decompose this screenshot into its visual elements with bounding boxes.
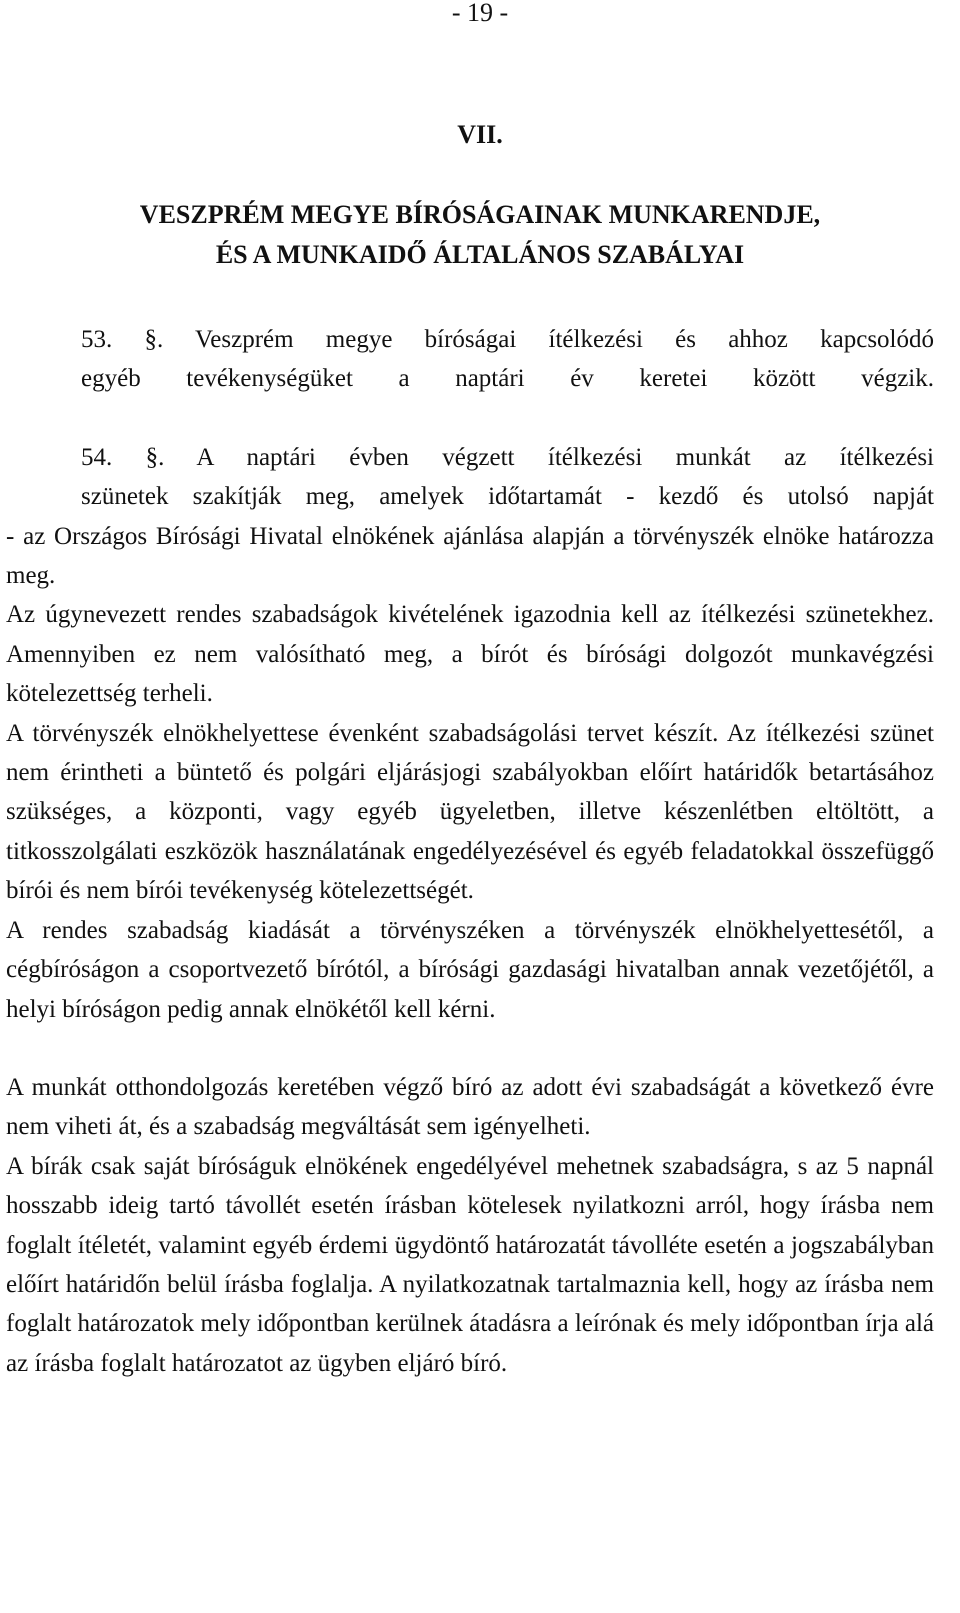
spacer: [6, 399, 934, 438]
chapter-title-line-2: ÉS A MUNKAIDŐ ÁLTALÁNOS SZABÁLYAI: [215, 240, 745, 269]
section-54-lead: 54. §. A naptári évben végzett ítélkezési munkát az ítélkezési: [81, 443, 934, 471]
spacer: [6, 1029, 934, 1068]
paragraph-3: A rendes szabadság kiadását a törvényszéken a törvényszék elnökhelyettesétől, a cégbíróságon a csoportvezető bírótól, a bírósági gazdasági hivatalban annak vezetőjétől, a helyi bíróságon pedig annak elnökétől kell kérni.: [6, 916, 934, 1023]
chapter-title: [0, 195, 960, 275]
document-body: [6, 320, 934, 1383]
section-54-lead-block: [6, 438, 934, 517]
section-53-lead: 53. §. Veszprém megye bíróságai ítélkezési és ahhoz kapcsolódó: [81, 326, 934, 353]
chapter-title-line-1: VESZPRÉM MEGYE BÍRÓSÁGAINAK MUNKARENDJE,: [139, 200, 821, 229]
paragraph-5: A bírák csak saját bíróságuk elnökének engedélyével mehetnek szabadságra, s az 5 napnál hosszabb ideig tartó távollét esetén írásban kötelesek nyilatkozni arról, hogy írásba nem foglalt ítéletét, valamint egyéb érdemi ügydöntő határozatát távolléte esetén a jogszabályban előírt határidőn belül írásba foglalja. A nyilatkozatnak tartalmaznia kell, hogy az írásba nem foglalt határozatok mely időpontban kerülnek átadásra a leírónak és mely időpontban írja alá az írásba foglalt határozatot az ügyben eljáró bíró.: [6, 1152, 934, 1377]
section-53-rest: egyéb tevékenységüket a naptári év keretei között végzik.: [81, 365, 934, 393]
section-53-lead-block: [6, 320, 934, 399]
paragraph-1: Az úgynevezett rendes szabadságok kivételének igazodnia kell az ítélkezési szünetekhez. Amennyiben ez nem valósítható meg, a bírót és bírósági dolgozót munkavégzési kötelezettség terheli.: [6, 601, 934, 708]
chapter-number: VII.: [457, 120, 503, 149]
page-number: - 19 -: [451, 0, 509, 27]
section-54-line-2: szünetek szakítják meg, amelyek időtartamát - kezdő és utolsó napját: [81, 483, 934, 511]
paragraph-4: A munkát otthondolgozás keretében végző bíró az adott évi szabadságát a következő évre nem viheti át, és a szabadság megváltását sem igényelheti.: [6, 1073, 934, 1141]
section-54-rest: - az Országos Bírósági Hivatal elnökének ajánlása alapján a törvényszék elnöke határozza meg.: [6, 522, 934, 590]
paragraph-2: A törvényszék elnökhelyettese évenként szabadságolási tervet készít. Az ítélkezési szünet nem érintheti a büntető és polgári eljárásjogi szabályokban előírt határidők betartásához szükséges, a központi, vagy egyéb ügyeletben, illetve készenlétben eltöltött, a titkosszolgálati eszközök használatának engedélyezésével és egyéb feladatokkal összefüggő bírói és nem bírói tevékenység kötelezettségét.: [6, 719, 934, 905]
